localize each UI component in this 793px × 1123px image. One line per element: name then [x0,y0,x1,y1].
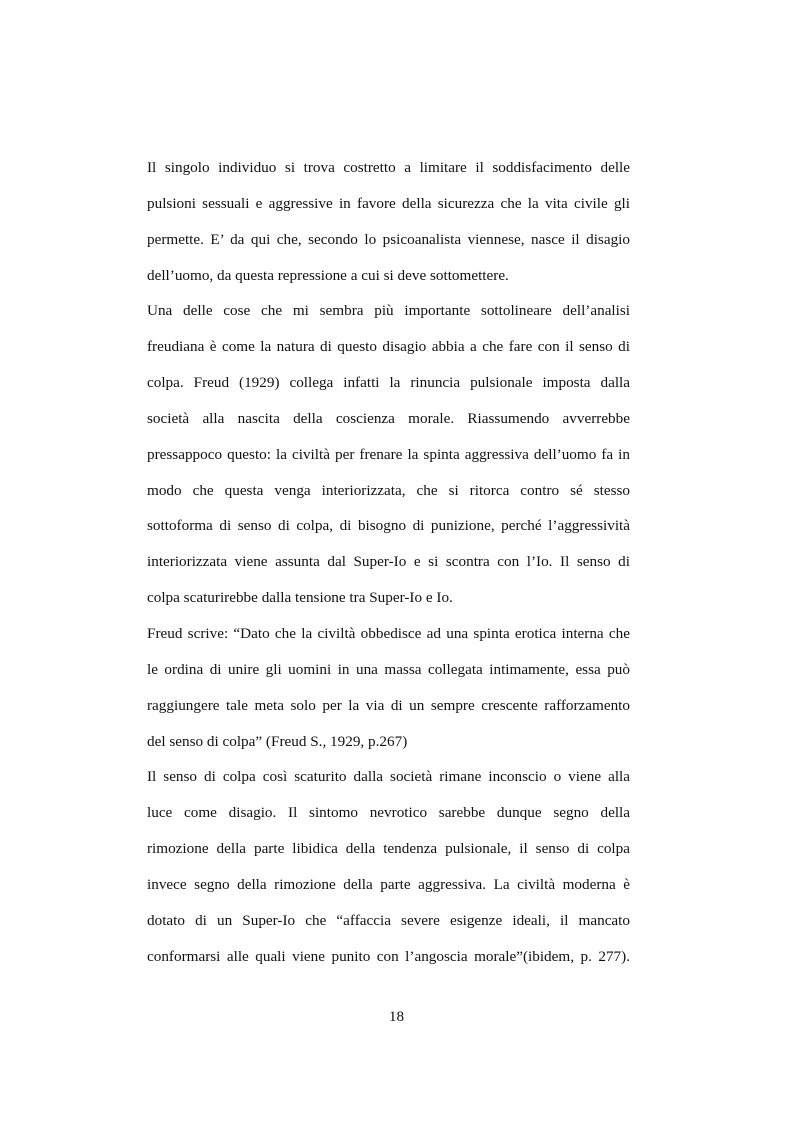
text-line: invece segno della rimozione della parte aggressiva. La civiltà moderna è [147,875,630,893]
text-line: sottoforma di senso di colpa, di bisogno di punizione, perché l’aggressività [147,517,630,535]
text-line: interiorizzata viene assunta dal Super-Io e si scontra con l’Io. Il senso di [147,553,630,571]
text-line: Il singolo individuo si trova costretto a limitare il soddisfacimento delle [147,159,630,176]
text-line: le ordina di unire gli uomini in una massa collegata intimamente, essa può [147,660,630,678]
text-line: Il senso di colpa così scaturito dalla società rimane inconscio o viene alla [147,768,630,786]
text-line: colpa. Freud (1929) collega infatti la rinuncia pulsionale imposta dalla [147,374,630,392]
text-line: raggiungere tale meta solo per la via di un sempre crescente rafforzamento [147,696,630,714]
text-line: dell’uomo, da questa repressione a cui si deve sottomettere. [147,266,509,284]
text-line: conformarsi alle quali viene punito con l’angoscia morale”(ibidem, p. 277). [147,947,630,965]
text-line: pressappoco questo: la civiltà per frenare la spinta aggressiva dell’uomo fa in [147,445,630,463]
text-line: del senso di colpa” (Freud S., 1929, p.267) [147,732,408,750]
page-number: 18 [388,1008,405,1025]
text-line: rimozione della parte libidica della tendenza pulsionale, il senso di colpa [147,840,630,858]
text-line: modo che questa venga interiorizzata, che si ritorca contro sé stesso [147,481,630,499]
text-line: permette. E’ da qui che, secondo lo psicoanalista viennese, nasce il disagio [147,230,630,248]
text-line: pulsioni sessuali e aggressive in favore della sicurezza che la vita civile gli [147,194,630,212]
text-line: Freud scrive: “Dato che la civiltà obbedisce ad una spinta erotica interna che [147,624,630,642]
text-line: Una delle cose che mi sembra più importante sottolineare dell’analisi [147,302,630,320]
text-line: freudiana è come la natura di questo disagio abbia a che fare con il senso di [147,338,630,356]
text-line: dotato di un Super-Io che “affaccia severe esigenze ideali, il mancato [147,911,630,929]
text-line: colpa scaturirebbe dalla tensione tra Super-Io e Io. [147,589,453,607]
text-line: società alla nascita della coscienza morale. Riassumendo avverrebbe [147,409,630,427]
text-line: luce come disagio. Il sintomo nevrotico sarebbe dunque segno della [147,804,630,822]
body-text [147,150,630,974]
